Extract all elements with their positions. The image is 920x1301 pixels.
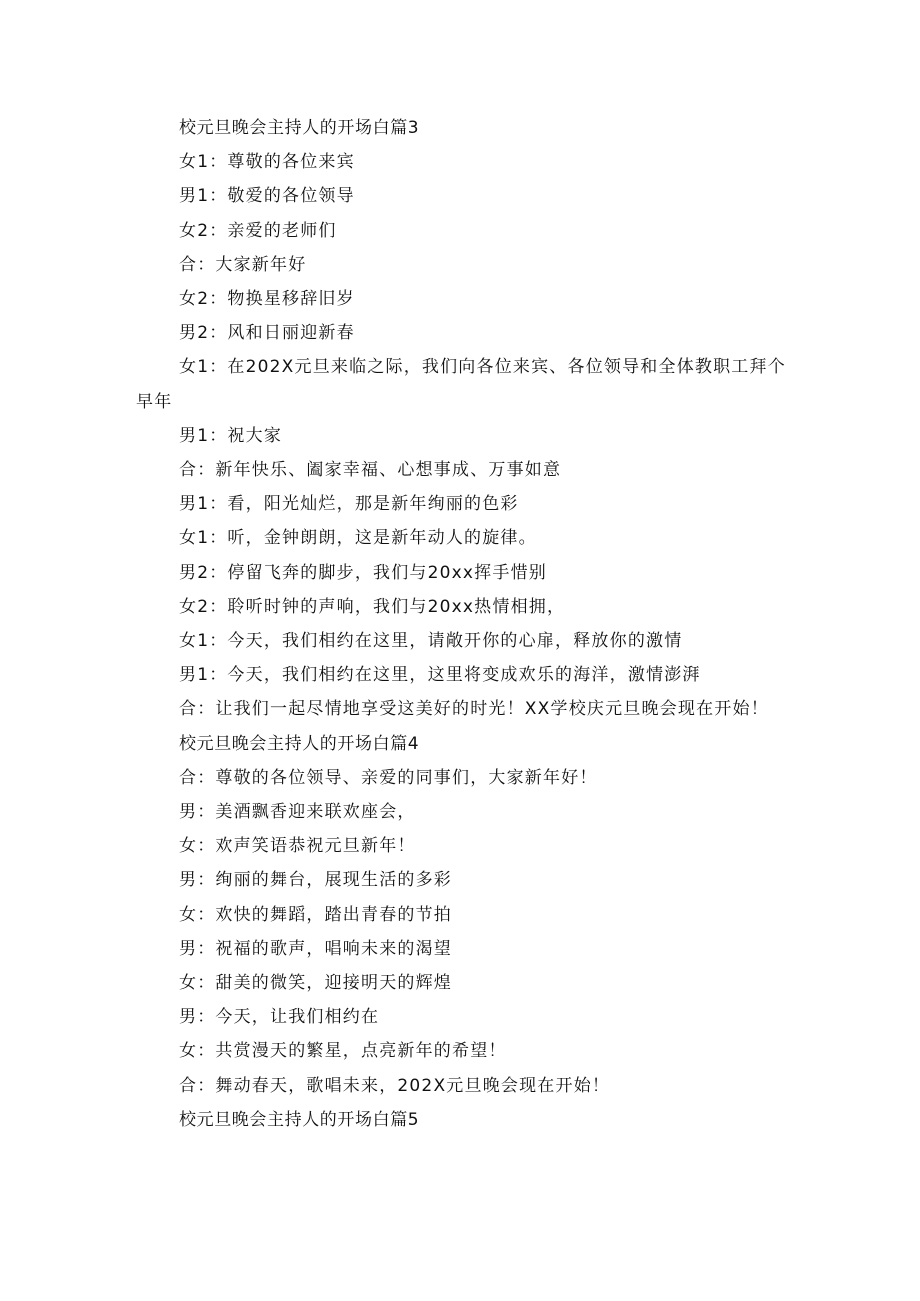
document-page (136, 111, 791, 1137)
script-line: 男1：看，阳光灿烂，那是新年绚丽的色彩 (179, 494, 519, 515)
section-heading: 校元旦晚会主持人的开场白篇5 (179, 1109, 420, 1130)
script-line: 女2：亲爱的老师们 (179, 220, 337, 241)
script-line: 男1：祝大家 (179, 425, 283, 446)
script-line: 男1：今天，我们相约在这里，这里将变成欢乐的海洋，激情澎湃 (179, 665, 701, 686)
script-line: 合：新年快乐、阖家幸福、心想事成、万事如意 (179, 460, 562, 481)
script-line: 女2：物换星移辞旧岁 (179, 289, 355, 310)
script-line: 女1：听，金钟朗朗，这是新年动人的旋律。 (179, 528, 537, 549)
script-line: 合：舞动春天，歌唱未来，202X元旦晚会现在开始！ (179, 1075, 611, 1096)
script-line: 男：今天，让我们相约在 (179, 1007, 380, 1028)
script-line: 男2：停留飞奔的脚步，我们与20xx挥手惜别 (179, 562, 547, 583)
script-line: 女：共赏漫天的繁星，点亮新年的希望！ (179, 1041, 507, 1062)
script-line: 男：祝福的歌声，唱响未来的渴望 (179, 938, 452, 959)
script-line: 合：大家新年好 (179, 254, 307, 275)
script-line: 女：甜美的微笑，迎接明天的辉煌 (179, 973, 452, 994)
section-heading: 校元旦晚会主持人的开场白篇4 (179, 733, 420, 754)
script-line: 男2：风和日丽迎新春 (179, 323, 355, 344)
script-line: 合：尊敬的各位领导、亲爱的同事们，大家新年好！ (179, 767, 598, 788)
script-line: 女：欢快的舞蹈，踏出青春的节拍 (179, 904, 452, 925)
script-line: 女：欢声笑语恭祝元旦新年！ (179, 836, 416, 857)
script-line: 女1：今天，我们相约在这里，请敞开你的心扉，释放你的激情 (179, 631, 683, 652)
script-line: 女1：在202X元旦来临之际，我们向各位来宾、各位领导和全体教职工拜个早年 (136, 357, 786, 412)
script-line: 男1：敬爱的各位领导 (179, 186, 355, 207)
section-heading: 校元旦晚会主持人的开场白篇3 (179, 118, 420, 138)
script-line: 合：让我们一起尽情地享受这美好的时光！XX学校庆元旦晚会现在开始！ (179, 699, 769, 720)
script-line: 女1：尊敬的各位来宾 (179, 152, 355, 173)
script-line: 男：美酒飘香迎来联欢座会， (179, 802, 416, 823)
script-line: 女2：聆听时钟的声响，我们与20xx热情相拥， (179, 596, 566, 617)
script-line: 男：绚丽的舞台，展现生活的多彩 (179, 870, 452, 891)
